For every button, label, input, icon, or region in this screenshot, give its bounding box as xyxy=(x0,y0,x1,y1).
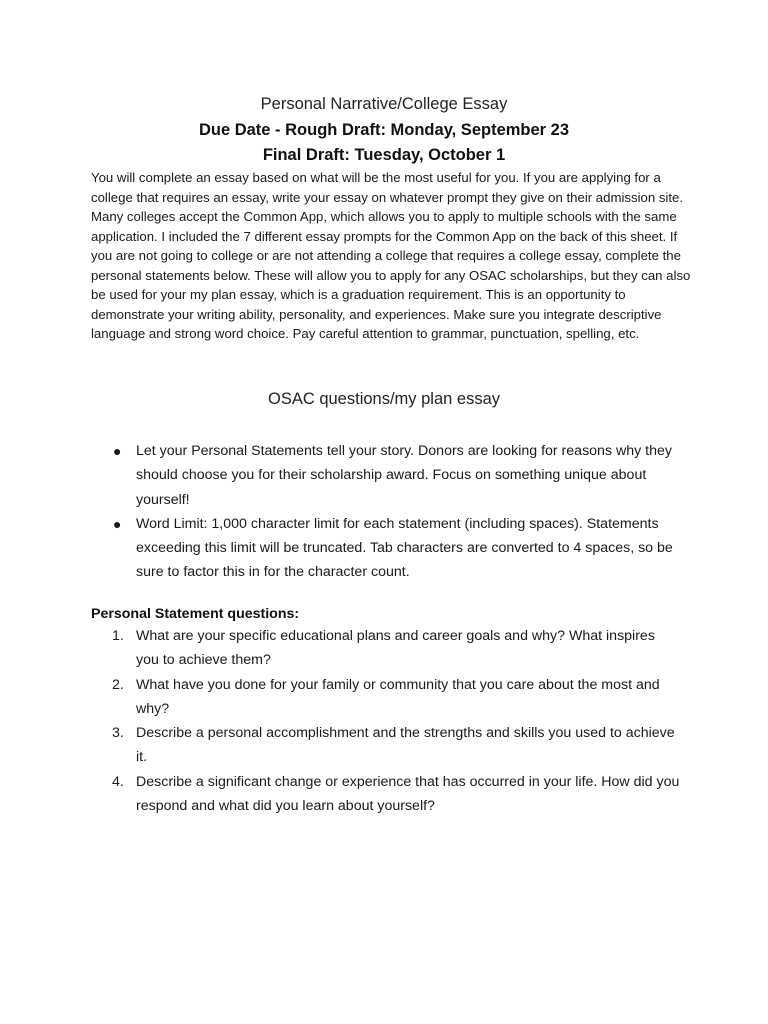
question-number: 1. xyxy=(112,628,124,644)
bullet-text: Word Limit: 1,000 character limit for each statement (including spaces). Statements exceeding this limit will be truncated. Tab characters are converted to 4 spaces, so be sure to factor this in for the character count. xyxy=(136,515,673,581)
rough-draft-due-date: Due Date - Rough Draft: Monday, September 23 xyxy=(198,121,570,139)
list-item xyxy=(0,770,681,819)
bullet-text: Let your Personal Statements tell your story. Donors are looking for reasons why they should choose you for their scholarship award. Focus on something unique about yourself! xyxy=(136,443,672,508)
list-item xyxy=(0,439,681,512)
question-text: What have you done for your family or community that you care about the most and why? xyxy=(136,676,660,717)
question-number: 4. xyxy=(112,773,124,790)
section-heading-osac: OSAC questions/my plan essay xyxy=(267,390,501,408)
question-number: 3. xyxy=(112,725,124,742)
list-item xyxy=(0,673,681,722)
questions-list xyxy=(0,624,681,818)
list-item xyxy=(0,721,681,770)
question-text: Describe a personal accomplishment and the strengths and skills you used to achieve it. xyxy=(136,725,675,766)
final-draft-due-date: Final Draft: Tuesday, October 1 xyxy=(262,146,506,164)
list-item xyxy=(0,512,681,585)
list-item xyxy=(0,624,681,673)
question-number: 2. xyxy=(112,676,124,693)
document-title: Personal Narrative/College Essay xyxy=(260,95,508,113)
bullet-icon: ● xyxy=(113,443,122,459)
questions-heading: Personal Statement questions: xyxy=(91,606,300,622)
question-text: Describe a significant change or experience that has occurred in your life. How did you respond and what did you learn about yourself? xyxy=(136,773,680,815)
intro-paragraph: You will complete an essay based on what will be the most useful for you. If you are applying for a college that requires an essay, write your essay on whatever prompt they give on their admission site. Many colleges accept the Common App, which allows you to apply to multiple schools with the same application. I included the 7 different essay prompts for the Common App on the back of this sheet. If you are not going to college or are not attending a college that requires a college essay, complete the personal statements below. These will allow you to apply for any OSAC scholarships, but they can also be used for your my plan essay, which is a graduation requirement. This is an opportunity to demonstrate your writing ability, personality, and experiences. Make sure you integrate descriptive language and strong word choice. Pay careful attention to grammar, punctuation, spelling, etc. xyxy=(91,170,691,341)
bullet-icon: ● xyxy=(113,515,122,532)
question-text: What are your specific educational plans and career goals and why? What inspires you to achieve them? xyxy=(136,628,655,669)
guidelines-list xyxy=(0,439,681,585)
